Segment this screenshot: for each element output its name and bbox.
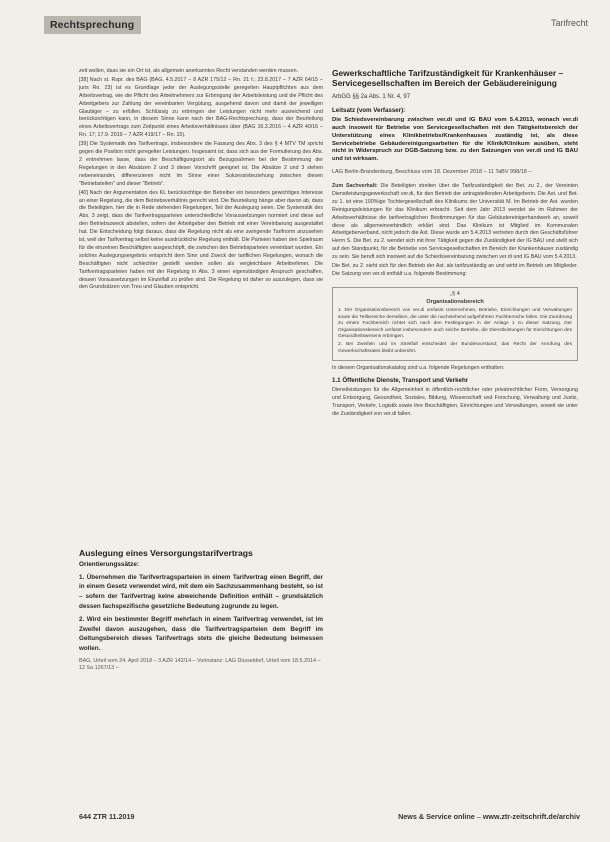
box-item: 1. Der Organisationsbereich von ver.di umfasst Unternehmen, Betriebe, Einrichtungen und Verwaltungen sowie die Teilbereiche derselben, die unter die nachstehend aufgeführten Fachbereiche fallen. Die Zuordnung zu einem Fachbereich richtet sich nach den Festlegungen in der Anlage 1 zu dieser Satzung. Der Organisationsbereich umfasst insbesondere auch solche Betriebe, die Dienstleistungen für Einrichtungen des Gesundheitswesens erbringen. [338,308,572,340]
orientation-point: 1. Übernehmen die Tarifvertragsparteien in einem Tarifvertrag einen Begriff, der in einem Gesetz verwendet wird, mit dem ein Sachzusammenhang besteht, so ist – sofern der Tarifvertrag keine abweichende Definition enthält – grundsätzlich dessen fachspezifische gesetzliche Bedeutung zugrunde zu legen. [79,573,323,610]
box-caption: „§ 4 [450,290,460,297]
sachverhalt-text: Die Beteiligten streiten über die Tarifzuständigkeit der Bet. zu 2., der Vereinten Dienstleistungsgewerkschaft ver.di, für den Betrieb der antragstellenden Arbeitgeberin. Die Ast. und Bet. zu 1. ist eine 100%ige Tochtergesellschaft des Klinikums der Universität M. Im Betrieb der Ast. wurden Reinigungsleistungen für das Klinikum erbracht. Seit dem Jahr 2013 wendet sie im Rahmen der Arbeitsverhältnisse die tarifvertraglichen Bestimmungen für das Gebäudereinigerhandwerk an, soweit diese als allgemeinverbindlich erklärt sind. Das Klinikum ist Mitglied im Kommunalen Arbeitgeberverband, nicht jedoch die Ast. Diese wurde am 5.4.2013 vertreten durch den Geschäftsführer Herrn S. Die Bet. zu 2. wendet sich mit ihrer Tätigkeit gegen die Zuständigkeit der IG BAU und stellt sich auf den Standpunkt, für die Betriebe von Servicegesellschaften im Bereich der Krankenhäuser zuständig zu sein. Sie beruft sich insoweit auf die Schiedsvereinbarung zwischen ver.di und IG BAU vom 5.4.2013. [332,183,578,261]
page-number-issue: 644 ZTR 11.2019 [79,812,135,821]
box-item: 2. Bei Zweifeln und im Streitfall entscheidet der Bundesvorstand; das Recht der Anrufung des Gewerkschaftsrates bleibt unberührt. [338,342,572,354]
section-tag: Rechtsprechung [44,16,141,34]
paragraph: Die Bet. zu 2. sieht sich für den Betrieb der Ast. als tarifzuständig an und wirbt im Betrieb um Mitglieder. Die Satzung von ver.di enthält u.a. folgende Bestimmung: [332,263,578,278]
footer-separator: – [474,812,483,821]
paragraph: [40] Nach der Argumentation des KL berücksichtige der Betreiber ein besonders gewichtiges Interesse an einer Regelung, die dem Betriebsverhältnis gerecht wird. Die Beurteilung hänge aber davon ab, dass die Beteiligten, hier die in Rede stehenden Regelungen, Teil der Auslegung seien. Die Systematik des Abs. 3 zeigt, dass die Tarifvertragsparteien unterschiedliche Voraussetzungen normiert und diese auf den Betriebszweck abstellen, sofern der Arbeitgeber den Betrieb mit einer Vereinbarung ausgestaltet hat. Die Entscheidung folgt daraus, dass die Regelung nicht als eine zwingende Tarifnorm anzusehen ist, weil der Tarifvertrag selbst keine ausdrückliche Regelung enthält. Die Parteien haben den Spielraum für die einzelnen Beschäftigten ausgeschöpft, die zwischen den Betriebsparteien vereinbart wurden. Ein solches Auslegungsergebnis entspricht dem Sinn und Zweck der tariflichen Regelungen, wonach die Beschäftigten nicht schlechter gestellt werden sollen als vergleichbare Arbeitnehmer. Die Tarifvertragsparteien haben mit der Regelung in Abs. 3 einen eigenständigen Anspruch geschaffen, dessen Voraussetzungen im Einzelfall zu prüfen sind. Die Regelung ist daher so auszulegen, dass sie den Grundsätzen von Treu und Glauben entspricht. [79,189,323,291]
footer-url[interactable]: www.ztr-zeitschrift.de/archiv [482,812,580,821]
leitsatz-text: Die Schiedsvereinbarung zwischen ver.di und IG BAU vom 5.4.2013, wonach ver.di auch insoweit für Betriebe von Servicegesellschaften mit den Tätigkeitsbereich der Unterstützung eines Klinikbetriebs/Krankenhauses zuständig ist, als diese Servicebetriebe Gebäudereinigungsarbeiten für die Klinik/Klinikum ausüben, steht nicht in Widerspruch zur DGB-Satzung bzw. zu den Satzungen von ver.di und IG BAU und ist wirksam. [332,116,578,163]
paragraph: In diesem Organisationskatalog sind u.a. folgende Regelungen enthalten: [332,365,505,372]
orientation-point: 2. Wird ein bestimmter Begriff mehrfach in einem Tarifvertrag verwendet, ist im Zweifel davon auszugehen, dass die Tarifvertragsparteien dem Begriff im Geltungsbereich dieses Tarifvertrags stets die gleiche Bedeutung beimessen wollen. [79,616,323,652]
paragraph: zeit wollen, dass sie ein Ort ist, als allgemein anerkanntes Recht verstanden werden mussen. [79,68,299,74]
section-label-right: Tarifrecht [550,18,588,28]
footer-link[interactable] [398,812,580,821]
paragraph: Dienstleistungen für die Allgemeinheit in öffentlich-rechtlicher oder privatrechtlicher Form, Versorgung und Entsorgung, Gesundheit, Soziales, Bildung, Wissenschaft und Forschung, Verwaltung und Justiz, Transport, Verkehr, Logistik sowie ihre Beschäftigten, Einrichtungen und Verwaltungen, soweit sie unter die Zuständigkeit von ver.di fallen. [332,387,578,417]
court-source: LAG Berlin-Brandenburg, Beschluss vom 18. Dezember 2018 – 11 TaBV 998/18 – [332,169,532,176]
court-source: BAG, Urteil vom 24. April 2018 – 3 AZR 142/14 – Vorinstanz: LAG Düsseldorf, Urteil vom 18.5.2014 – 12 Sa 1267/13 – [79,657,321,672]
statute-box [332,287,578,361]
paragraph: [38] Nach st. Rspr. des BAG (BAG, 4.5.2017 – 8 AZR 175/12 – Rn. 21 f.; 23.8.2017 – 7 AZR 64/15 – juris Rn. 23) ist es Grundlage jeder der Auslegungsstelle geregelten Hauptpflichten aus dem Arbeitsvertrag, wie die Pflicht des Arbeitnehmers zur Erbringung der Arbeitsleistung und die Pflicht des Arbeitgebers zur Zahlung der vereinbarten Vergütung, ausgehend davon und damit der jeweiligen Glaubiger – zu erfüllen. Schlüssig zu erbringen der Leistungen nicht mehr ausreichend und berücksichtigen kann, in diesem Sinne kann nach der BAG-Rechtsprechung, dass der Beurteilung eines Arbeitsvertrags zum Zeitpunkt eines Arbeitsverhältnisses über (BAG 16.3.2016 – 4 AZR 40/16 – Rn. 17; 17.9. 2019 – 7 AZR 419/17 – Rn. 15). [79,76,323,139]
paragraph [332,183,578,262]
leitsatz [332,117,578,164]
right-column [332,68,578,420]
section-title: Auslegung eines Versorgungstarifvertrags [79,548,253,558]
left-column [79,68,323,293]
article-heading: Gewerkschaftliche Tarifzuständigkeit für Krankenhäuser – Servicegesellschaften im Bereich der Gebäudereinigung [332,68,564,89]
subsection-heading: 1.1 Öffentliche Dienste, Transport und Verkehr [332,377,469,385]
footer-service-label: News & Service online [398,812,475,821]
paragraph: [39] Die Systematik des Tarifvertrags, insbesondere die Fassung des Abs. 3 des § 4 MTV TM spricht gegen die Position nicht geregelter Leistungen. Insgesamt ist, dass sich aus der Formulierung des Abs. 2 entnehmen lasse, dass der Beschäftigungsort als Bezugsrahmen bei der Bestimmung der Regelungen in den Absätzen 2 und 3 dieser Vorschrift geeignet ist. Die Absätze 2 und 3 stehen nebeneinander, differenzieren nicht im Sinne einer Sukzessivbeziehung zwischen diesen "Betriebsteilen" und dieser "Betrieb". [79,141,323,187]
section-subtitle: Orientierungssätze: [79,560,140,568]
versorgung-section [79,548,323,673]
orientation-points [79,573,323,654]
box-title: Organisationsbereich [426,298,484,305]
sachverhalt-label: Zum Sachverhalt: [332,183,378,190]
statute-reference: ArbGG §§ 2a Abs. 1 Nr. 4, 97 [332,93,411,100]
leitsatz-label: Leitsatz (vom Verfasser): [332,106,406,114]
